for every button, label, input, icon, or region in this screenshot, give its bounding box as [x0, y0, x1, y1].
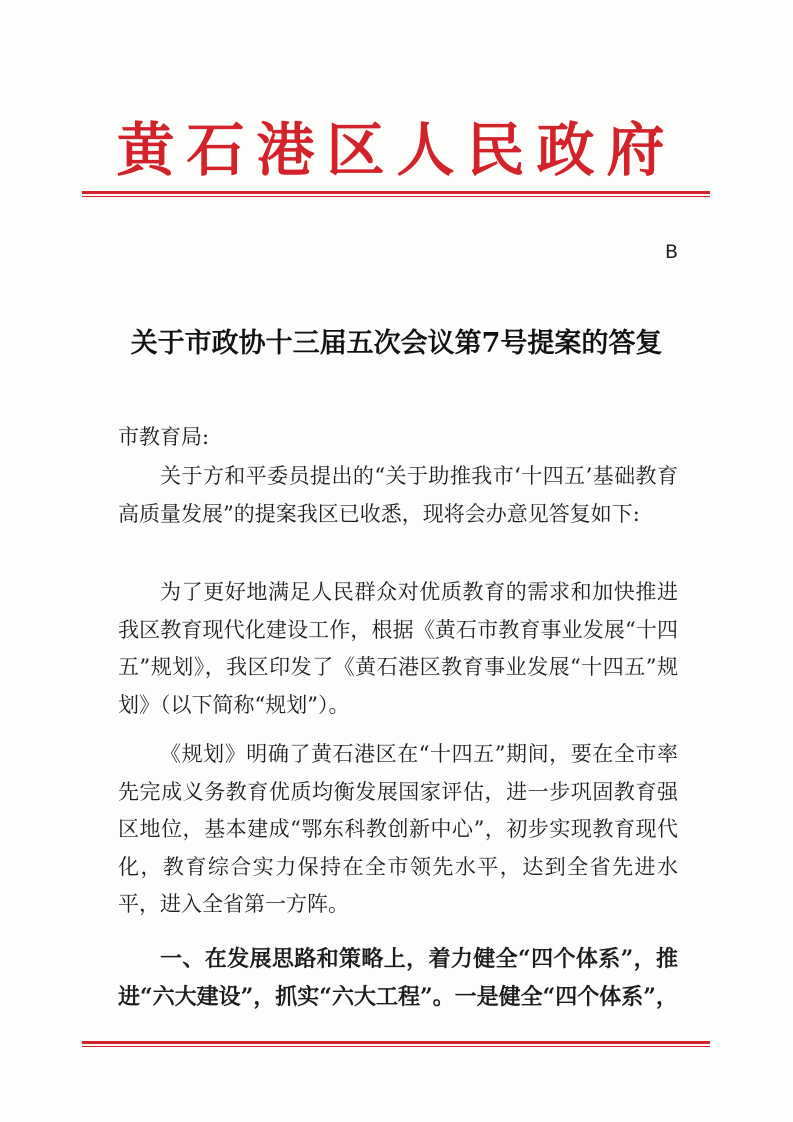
body-paragraph-1 — [118, 458, 678, 533]
footer-divider — [82, 1041, 710, 1049]
paragraph-text: 《规划》明确了黄石港区在“十四五”期间，要在全市率先完成义务教育优质均衡发展国家评估，进一步巩固教育强区地位，基本建成“鄂东科教创新中心”，初步实现教育现代化，教育综合实力保持在全市领先水平，达到全省先进水平，进入全省第一方阵。 — [118, 742, 678, 916]
salutation: 市教育局: — [118, 425, 210, 449]
body-paragraph-3 — [118, 736, 678, 924]
paragraph-text: 为了更好地满足人民群众对优质教育的需求和加快推进我区教育现代化建设工作，根据《黄石市教育事业发展“十四五”规划》，我区印发了《黄石港区教育事业发展“十四五”规划》（以下简称“规划”）。 — [118, 580, 678, 717]
document-code: B — [664, 241, 678, 263]
body-paragraph-2 — [118, 574, 678, 724]
letterhead-divider — [82, 191, 710, 199]
paragraph-text: 一、在发展思路和策略上，着力健全“四个体系”，推进“六大建设”，抓实“六大工程”。一是健全“四个体系”， — [118, 946, 678, 1010]
body-paragraph-4 — [118, 941, 678, 1016]
paragraph-text: 关于方和平委员提出的“关于助推我市‘十四五’基础教育高质量发展”的提案我区已收悉，现将会办意见答复如下: — [118, 464, 678, 526]
letterhead-title: 黄石港区人民政府 — [116, 116, 677, 184]
document-title: 关于市政协十三届五次会议第7号提案的答复 — [130, 328, 663, 359]
